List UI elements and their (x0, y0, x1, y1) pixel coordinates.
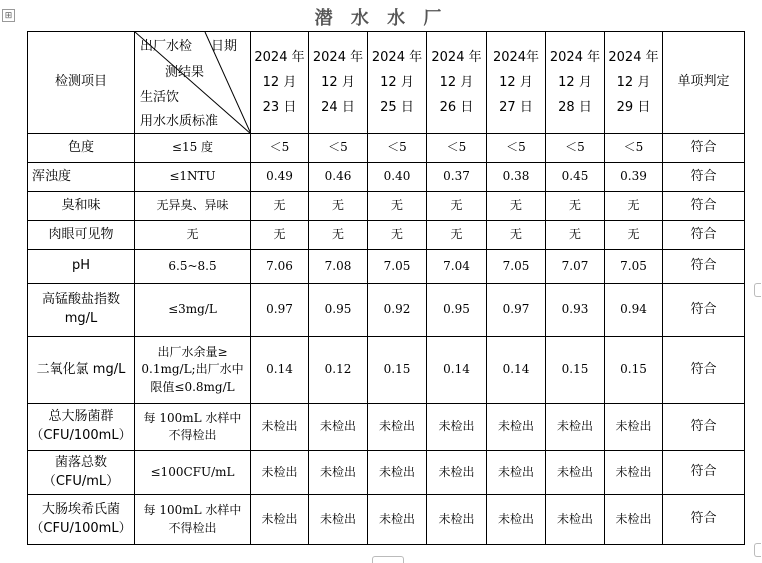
value-cell: 0.15 (546, 337, 605, 404)
verdict-cell: 符合 (663, 451, 745, 495)
value-cell: ＜5 (309, 134, 368, 163)
value-cell: 未检出 (546, 404, 605, 451)
verdict-cell: 符合 (663, 250, 745, 284)
value-cell: 未检出 (605, 451, 663, 495)
value-cell: 未检出 (309, 451, 368, 495)
value-cell: 7.05 (487, 250, 546, 284)
standard-cell: 每 100mL 水样中 不得检出 (135, 495, 251, 545)
item-cell: pH (28, 250, 135, 284)
value-cell: 未检出 (251, 451, 309, 495)
value-cell: ＜5 (487, 134, 546, 163)
table-row (28, 192, 745, 221)
value-cell: 无 (251, 192, 309, 221)
item-cell: 肉眼可见物 (28, 221, 135, 250)
diag-bottom-2: 用水水质标准 (140, 114, 219, 129)
table-row (28, 495, 745, 545)
diag-top-right: 日期 (211, 39, 238, 54)
value-cell: 0.45 (546, 163, 605, 192)
diag-middle: 测结果 (165, 65, 205, 80)
value-cell: 0.14 (251, 337, 309, 404)
page-title: 潜 水 水 厂 (314, 8, 448, 29)
header-item: 检测项目 (28, 32, 135, 134)
value-cell: 7.06 (251, 250, 309, 284)
value-cell: 7.05 (368, 250, 427, 284)
date-header: 2024 年 12 月 26 日 (427, 32, 487, 134)
value-cell: 未检出 (251, 495, 309, 545)
value-cell: 0.97 (251, 284, 309, 337)
resize-handle-right-bottom[interactable] (754, 543, 761, 557)
value-cell: 无 (309, 221, 368, 250)
value-cell: 0.15 (605, 337, 663, 404)
table-row (28, 337, 745, 404)
value-cell: 无 (368, 221, 427, 250)
value-cell: 未检出 (309, 495, 368, 545)
date-header: 2024 年 12 月 23 日 (251, 32, 309, 134)
value-cell: 0.15 (368, 337, 427, 404)
item-cell: 大肠埃希氏菌 （CFU/100mL） (28, 495, 135, 545)
item-cell: 二氧化氯 mg/L (28, 337, 135, 404)
verdict-cell: 符合 (663, 404, 745, 451)
value-cell: ＜5 (605, 134, 663, 163)
header-diagonal-cell (135, 32, 251, 134)
verdict-cell: 符合 (663, 284, 745, 337)
date-header: 2024 年 12 月 25 日 (368, 32, 427, 134)
item-cell: 菌落总数 （CFU/mL） (28, 451, 135, 495)
table-row (28, 163, 745, 192)
value-cell: 未检出 (309, 404, 368, 451)
value-cell: 无 (487, 192, 546, 221)
value-cell: 无 (546, 221, 605, 250)
value-cell: 无 (605, 221, 663, 250)
value-cell: 未检出 (546, 495, 605, 545)
value-cell: 未检出 (605, 404, 663, 451)
value-cell: 0.14 (427, 337, 487, 404)
table-row (28, 221, 745, 250)
value-cell: 无 (427, 192, 487, 221)
value-cell: 未检出 (251, 404, 309, 451)
header-row (28, 32, 745, 134)
table-move-handle[interactable]: ⊞ (2, 9, 15, 22)
standard-cell: ≤3mg/L (135, 284, 251, 337)
value-cell: ＜5 (546, 134, 605, 163)
verdict-cell: 符合 (663, 495, 745, 545)
item-cell: 臭和味 (28, 192, 135, 221)
value-cell: 未检出 (605, 495, 663, 545)
value-cell: ＜5 (368, 134, 427, 163)
standard-cell: 无异臭、异味 (135, 192, 251, 221)
table-row (28, 250, 745, 284)
standard-cell: ≤100CFU/mL (135, 451, 251, 495)
standard-cell: 无 (135, 221, 251, 250)
table-row (28, 134, 745, 163)
table-row (28, 404, 745, 451)
date-header: 2024 年 12 月 28 日 (546, 32, 605, 134)
water-quality-table (27, 31, 745, 545)
diag-bottom-1: 生活饮 (140, 90, 180, 105)
value-cell: 0.92 (368, 284, 427, 337)
value-cell: 0.94 (605, 284, 663, 337)
table-row (28, 284, 745, 337)
standard-cell: 出厂水余量≥ 0.1mg/L;出厂水中 限值≤0.8mg/L (135, 337, 251, 404)
value-cell: 0.49 (251, 163, 309, 192)
verdict-cell: 符合 (663, 134, 745, 163)
value-cell: 7.08 (309, 250, 368, 284)
standard-cell: 每 100mL 水样中 不得检出 (135, 404, 251, 451)
value-cell: 无 (309, 192, 368, 221)
value-cell: 未检出 (546, 451, 605, 495)
value-cell: 0.12 (309, 337, 368, 404)
value-cell: 无 (427, 221, 487, 250)
date-header: 2024 年 12 月 24 日 (309, 32, 368, 134)
standard-cell: ≤1NTU (135, 163, 251, 192)
header-verdict: 单项判定 (663, 32, 745, 134)
value-cell: 未检出 (368, 451, 427, 495)
value-cell: 未检出 (427, 451, 487, 495)
value-cell: 未检出 (487, 495, 546, 545)
value-cell: 0.38 (487, 163, 546, 192)
table-row (28, 451, 745, 495)
value-cell: 7.07 (546, 250, 605, 284)
standard-cell: 6.5~8.5 (135, 250, 251, 284)
value-cell: 0.14 (487, 337, 546, 404)
item-cell: 总大肠菌群 （CFU/100mL） (28, 404, 135, 451)
value-cell: 未检出 (487, 451, 546, 495)
diag-top-left: 出厂水检 (140, 39, 193, 54)
item-cell: 浑浊度 (28, 163, 135, 192)
value-cell: 0.39 (605, 163, 663, 192)
value-cell: ＜5 (427, 134, 487, 163)
value-cell: 7.05 (605, 250, 663, 284)
value-cell: 0.37 (427, 163, 487, 192)
value-cell: 0.97 (487, 284, 546, 337)
item-cell: 色度 (28, 134, 135, 163)
value-cell: 无 (487, 221, 546, 250)
value-cell: 0.40 (368, 163, 427, 192)
verdict-cell: 符合 (663, 192, 745, 221)
verdict-cell: 符合 (663, 221, 745, 250)
value-cell: 未检出 (427, 495, 487, 545)
value-cell: 无 (605, 192, 663, 221)
standard-cell: ≤15 度 (135, 134, 251, 163)
value-cell: 0.95 (427, 284, 487, 337)
value-cell: 0.93 (546, 284, 605, 337)
value-cell: 无 (251, 221, 309, 250)
verdict-cell: 符合 (663, 163, 745, 192)
value-cell: 0.95 (309, 284, 368, 337)
value-cell: 无 (546, 192, 605, 221)
value-cell: 未检出 (368, 404, 427, 451)
date-header: 2024年 12 月 27 日 (487, 32, 546, 134)
value-cell: 未检出 (427, 404, 487, 451)
date-header: 2024 年 12 月 29 日 (605, 32, 663, 134)
resize-handle-bottom[interactable] (372, 556, 404, 563)
value-cell: 7.04 (427, 250, 487, 284)
item-cell: 高锰酸盐指数 mg/L (28, 284, 135, 337)
verdict-cell: 符合 (663, 337, 745, 404)
value-cell: 未检出 (487, 404, 546, 451)
value-cell: 0.46 (309, 163, 368, 192)
value-cell: 无 (368, 192, 427, 221)
value-cell: ＜5 (251, 134, 309, 163)
resize-handle-right-top[interactable] (754, 283, 761, 297)
value-cell: 未检出 (368, 495, 427, 545)
